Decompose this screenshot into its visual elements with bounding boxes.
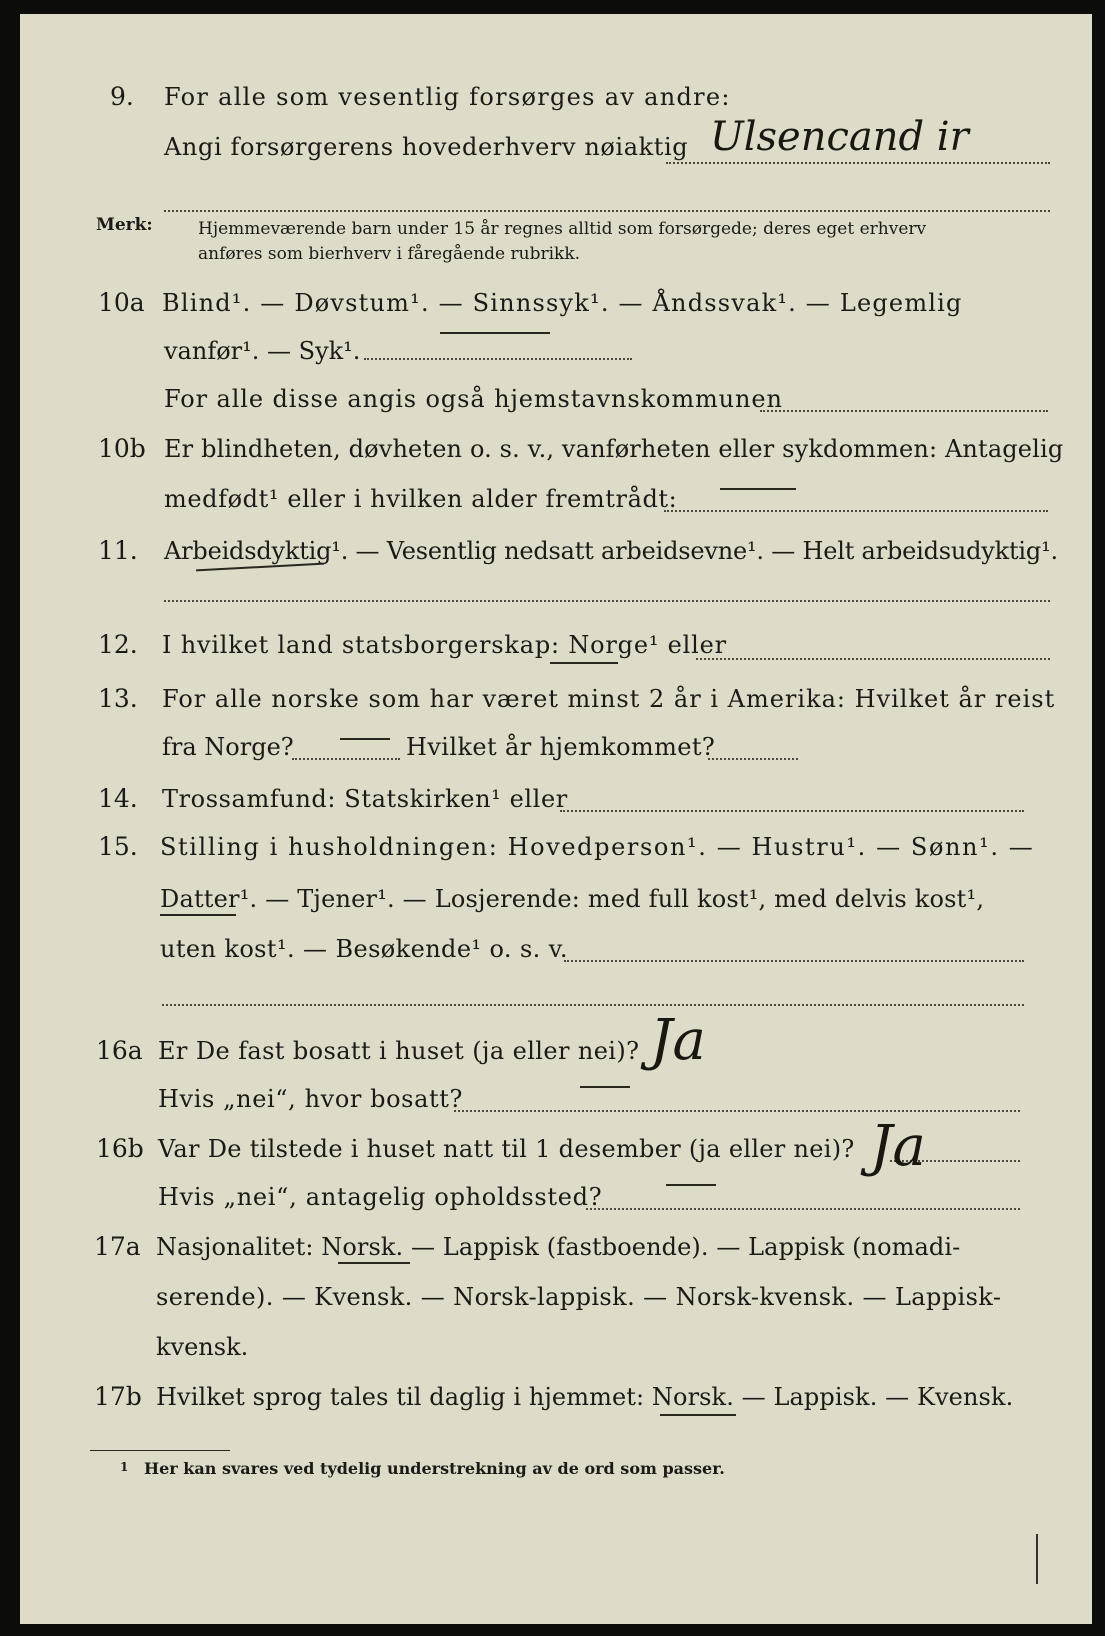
q16b-answer-line-2 xyxy=(586,1208,1020,1210)
q9-line-2: Angi forsørgerens hovederhverv nøiaktig xyxy=(164,133,689,161)
q16b-line-1: Var De tilstede i huset natt til 1 desember (ja eller nei)? xyxy=(158,1135,855,1163)
q13-answer-line-2 xyxy=(708,758,798,760)
q17a-line-3: kvensk. xyxy=(156,1333,249,1361)
q10b-answer-line xyxy=(664,510,1048,512)
q10a-answer-line-1 xyxy=(364,358,632,360)
q10a-number: 10a xyxy=(98,288,145,317)
q17a-line-1: Nasjonalitet: Norsk. — Lappisk (fastboende). — Lappisk (nomadi- xyxy=(156,1233,961,1261)
q15-answer-line-1 xyxy=(564,960,1024,962)
q17b-line-1: Hvilket sprog tales til daglig i hjemmet: Norsk. — Lappisk. — Kvensk. xyxy=(156,1383,1014,1411)
q16b-line-2: Hvis „nei“, antagelig opholdssted? xyxy=(158,1183,603,1211)
q10b-number: 10b xyxy=(98,434,146,463)
census-form-page xyxy=(20,14,1092,1624)
q13-line-1: For alle norske som har været minst 2 år i Amerika: Hvilket år reist xyxy=(162,685,1056,713)
q10a-line-3: For alle disse angis også hjemstavnskommunen xyxy=(164,385,783,413)
merk-line-1: Hjemmeværende barn under 15 år regnes alltid som forsørgede; deres eget erhverv xyxy=(198,219,927,239)
q10a-underline-sinnssyk xyxy=(440,332,550,334)
q17a-line-2: serende). — Kvensk. — Norsk-lappisk. — Norsk-kvensk. — Lappisk- xyxy=(156,1283,1002,1311)
q13-line-2-back: Hvilket år hjemkommet? xyxy=(406,733,716,761)
q16a-line-2: Hvis „nei“, hvor bosatt? xyxy=(158,1085,463,1113)
q16b-handwritten-answer: Ja xyxy=(870,1114,926,1179)
q15-answer-line-2 xyxy=(162,1004,1024,1006)
q14-number: 14. xyxy=(98,784,138,813)
footnote-text: Her kan svares ved tydelig understrekning av de ord som passer. xyxy=(144,1459,725,1478)
q10a-answer-line-2 xyxy=(760,410,1048,412)
q12-line-1: I hvilket land statsborgerskap: Norge¹ eller xyxy=(162,631,727,659)
q10a-line-1: Blind¹. — Døvstum¹. — Sinnssyk¹. — Åndssvak¹. — Legemlig xyxy=(162,289,963,317)
q15-underline-datter xyxy=(160,914,236,916)
merk-label: Merk: xyxy=(96,215,153,235)
q9-line-1: For alle som vesentlig forsørges av andre: xyxy=(164,83,731,111)
footnote-rule xyxy=(90,1450,230,1451)
q10b-line-1: Er blindheten, døvheten o. s. v., vanførheten eller sykdommen: Antagelig xyxy=(164,435,1064,463)
edge-mark xyxy=(1036,1534,1038,1584)
q10a-line-2: vanfør¹. — Syk¹. xyxy=(164,337,361,365)
merk-line-2: anføres som bierhverv i fåregående rubrikk. xyxy=(198,244,581,264)
q13-line-2-from: fra Norge? xyxy=(162,733,294,761)
q14-line-1: Trossamfund: Statskirken¹ eller xyxy=(162,785,568,813)
q10b-dash-answer xyxy=(720,488,796,490)
q16a-line-1: Er De fast bosatt i huset (ja eller nei)? xyxy=(158,1037,640,1065)
q16a-number: 16a xyxy=(96,1036,143,1065)
q15-line-2: Datter¹. — Tjener¹. — Losjerende: med full kost¹, med delvis kost¹, xyxy=(160,885,985,913)
q9-extra-line xyxy=(164,210,1050,212)
q16b-number: 16b xyxy=(96,1134,144,1163)
q11-answer-line xyxy=(164,600,1050,602)
q13-answer-line-1 xyxy=(292,758,400,760)
q12-answer-line xyxy=(696,658,1050,660)
q17b-number: 17b xyxy=(94,1382,142,1411)
q16b-dash-answer xyxy=(666,1184,716,1186)
q16a-dash-answer xyxy=(580,1086,630,1088)
q11-line-1: Arbeidsdyktig¹. — Vesentlig nedsatt arbeidsevne¹. — Helt arbeidsudyktig¹. xyxy=(164,537,1058,565)
q13-number: 13. xyxy=(98,684,138,713)
q15-number: 15. xyxy=(98,832,138,861)
q16a-answer-line xyxy=(454,1110,1020,1112)
q14-answer-line xyxy=(560,810,1024,812)
q12-number: 12. xyxy=(98,630,138,659)
q16a-handwritten-answer: Ja xyxy=(650,1008,706,1073)
q15-line-1: Stilling i husholdningen: Hovedperson¹. — Hustru¹. — Sønn¹. — xyxy=(160,833,1035,861)
q11-number: 11. xyxy=(98,536,138,565)
footnote-marker: 1 xyxy=(120,1460,129,1474)
q17b-underline-norsk xyxy=(660,1414,736,1416)
q17a-underline-norsk xyxy=(338,1262,410,1264)
q10b-line-2: medfødt¹ eller i hvilken alder fremtrådt: xyxy=(164,485,678,513)
q13-dash-answer xyxy=(340,738,390,740)
q9-answer-line xyxy=(666,162,1050,164)
q9-number: 9. xyxy=(110,82,134,111)
q12-underline-norge xyxy=(550,662,618,664)
q9-handwritten-answer: Ulsencand ir xyxy=(710,114,969,160)
q15-line-3: uten kost¹. — Besøkende¹ o. s. v. xyxy=(160,935,568,963)
q17a-number: 17a xyxy=(94,1232,141,1261)
